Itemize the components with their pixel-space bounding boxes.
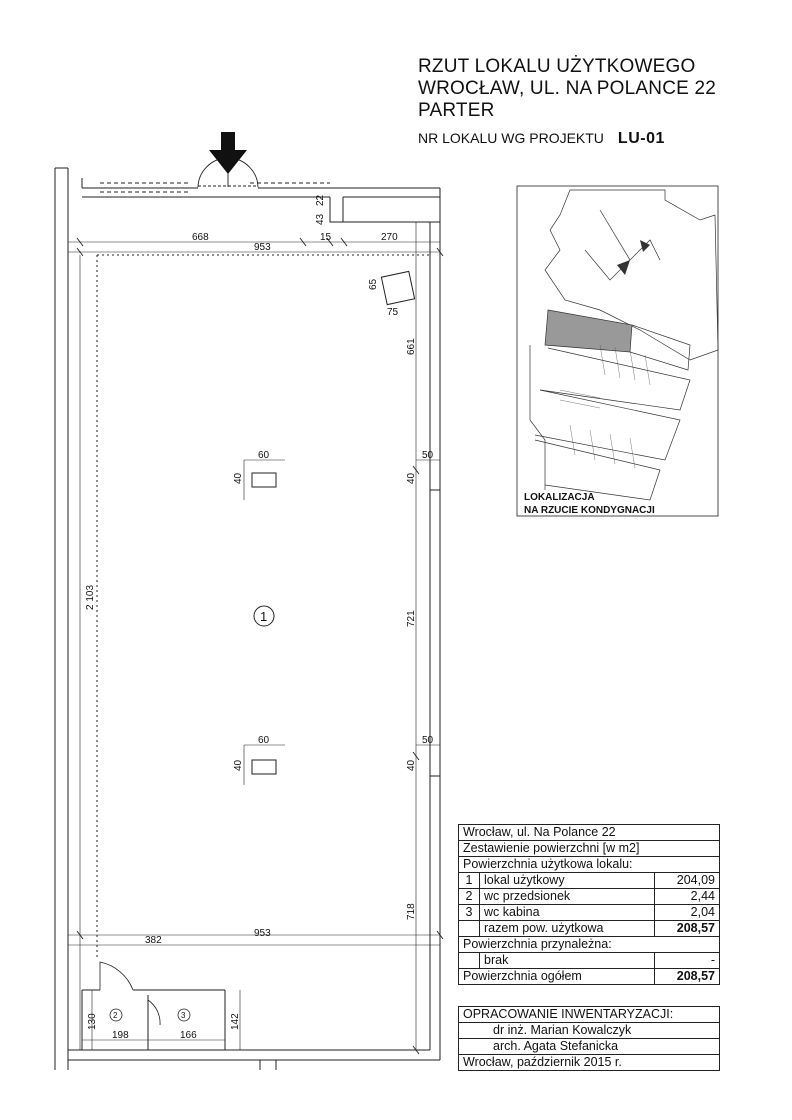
credits-author-1: dr inż. Marian Kowalczyk xyxy=(459,1023,720,1039)
row-area: 204,09 xyxy=(655,873,720,889)
dim-142: 142 xyxy=(230,1013,241,1030)
dim-953-top: 953 xyxy=(254,242,271,253)
row-name: wc przedsionek xyxy=(480,889,655,905)
location-caption xyxy=(524,491,655,517)
dim-65: 65 xyxy=(368,278,379,290)
area-summary-table xyxy=(458,824,720,985)
title-line-2: WROCŁAW, UL. NA POLANCE 22 xyxy=(418,78,717,99)
total-label: Powierzchnia ogółem xyxy=(459,969,655,985)
summary-address: Wrocław, ul. Na Polance 22 xyxy=(459,825,720,841)
summary-heading: Zestawienie powierzchni [w m2] xyxy=(459,841,720,857)
table-row xyxy=(459,873,720,889)
dim-953-bottom: 953 xyxy=(254,928,271,939)
row-area: 2,04 xyxy=(655,905,720,921)
dim-15: 15 xyxy=(320,232,332,243)
unit-number-label: NR LOKALU WG PROJEKTU xyxy=(418,130,604,146)
dim-382: 382 xyxy=(145,935,162,946)
dim-270: 270 xyxy=(381,232,398,243)
usable-total-label: razem pow. użytkowa xyxy=(480,921,655,937)
credits-table xyxy=(458,1006,720,1071)
location-caption-line-2: NA RZUCIE KONDYGNACJI xyxy=(524,505,655,516)
dim-718: 718 xyxy=(406,903,417,920)
row-number: 2 xyxy=(459,889,480,905)
room-3-label: 3 xyxy=(181,1011,186,1020)
row-name: wc kabina xyxy=(480,905,655,921)
dim-130: 130 xyxy=(87,1013,98,1030)
dim-40-d: 40 xyxy=(406,759,417,771)
title-line-1: RZUT LOKALU UŻYTKOWEGO xyxy=(418,56,696,77)
dim-661: 661 xyxy=(406,338,417,355)
dim-40-b: 40 xyxy=(406,472,417,484)
summary-usable-heading: Powierzchnia użytkowa lokalu: xyxy=(459,857,720,873)
row-number: 1 xyxy=(459,873,480,889)
dim-43: 43 xyxy=(315,213,326,225)
total-value: 208,57 xyxy=(655,969,720,985)
dim-60-a: 60 xyxy=(258,450,270,461)
usable-total-value: 208,57 xyxy=(655,921,720,937)
table-row xyxy=(459,905,720,921)
room-2-label: 2 xyxy=(113,1011,118,1020)
dim-40-c: 40 xyxy=(233,759,244,771)
dim-198: 198 xyxy=(112,1030,129,1041)
dim-50-a: 50 xyxy=(422,450,434,461)
credits-heading: OPRACOWANIE INWENTARYZACJI: xyxy=(459,1007,720,1023)
appurtenant-heading: Powierzchnia przynależna: xyxy=(459,937,720,953)
room-1-label: 1 xyxy=(260,609,268,624)
location-map xyxy=(517,186,718,516)
table-row xyxy=(459,889,720,905)
dim-22: 22 xyxy=(315,194,326,206)
credits-author-2: arch. Agata Stefanicka xyxy=(459,1039,720,1055)
appurtenant-label: brak xyxy=(480,953,655,969)
title-line-3: PARTER xyxy=(418,100,495,121)
dim-40-a: 40 xyxy=(233,472,244,484)
dim-721: 721 xyxy=(406,610,417,627)
dim-75: 75 xyxy=(387,307,399,318)
dim-668: 668 xyxy=(192,232,209,243)
row-number: 3 xyxy=(459,905,480,921)
row-name: lokal użytkowy xyxy=(480,873,655,889)
location-caption-line-1: LOKALIZACJA xyxy=(524,492,595,503)
appurtenant-value: - xyxy=(655,953,720,969)
dim-60-b: 60 xyxy=(258,735,270,746)
dim-166: 166 xyxy=(180,1030,197,1041)
dim-2103: 2 103 xyxy=(85,584,96,610)
row-area: 2,44 xyxy=(655,889,720,905)
entrance-arrow-icon xyxy=(209,132,247,174)
dim-50-b: 50 xyxy=(422,735,434,746)
credits-place-date: Wrocław, październik 2015 r. xyxy=(459,1055,720,1071)
unit-code: LU-01 xyxy=(617,130,665,147)
